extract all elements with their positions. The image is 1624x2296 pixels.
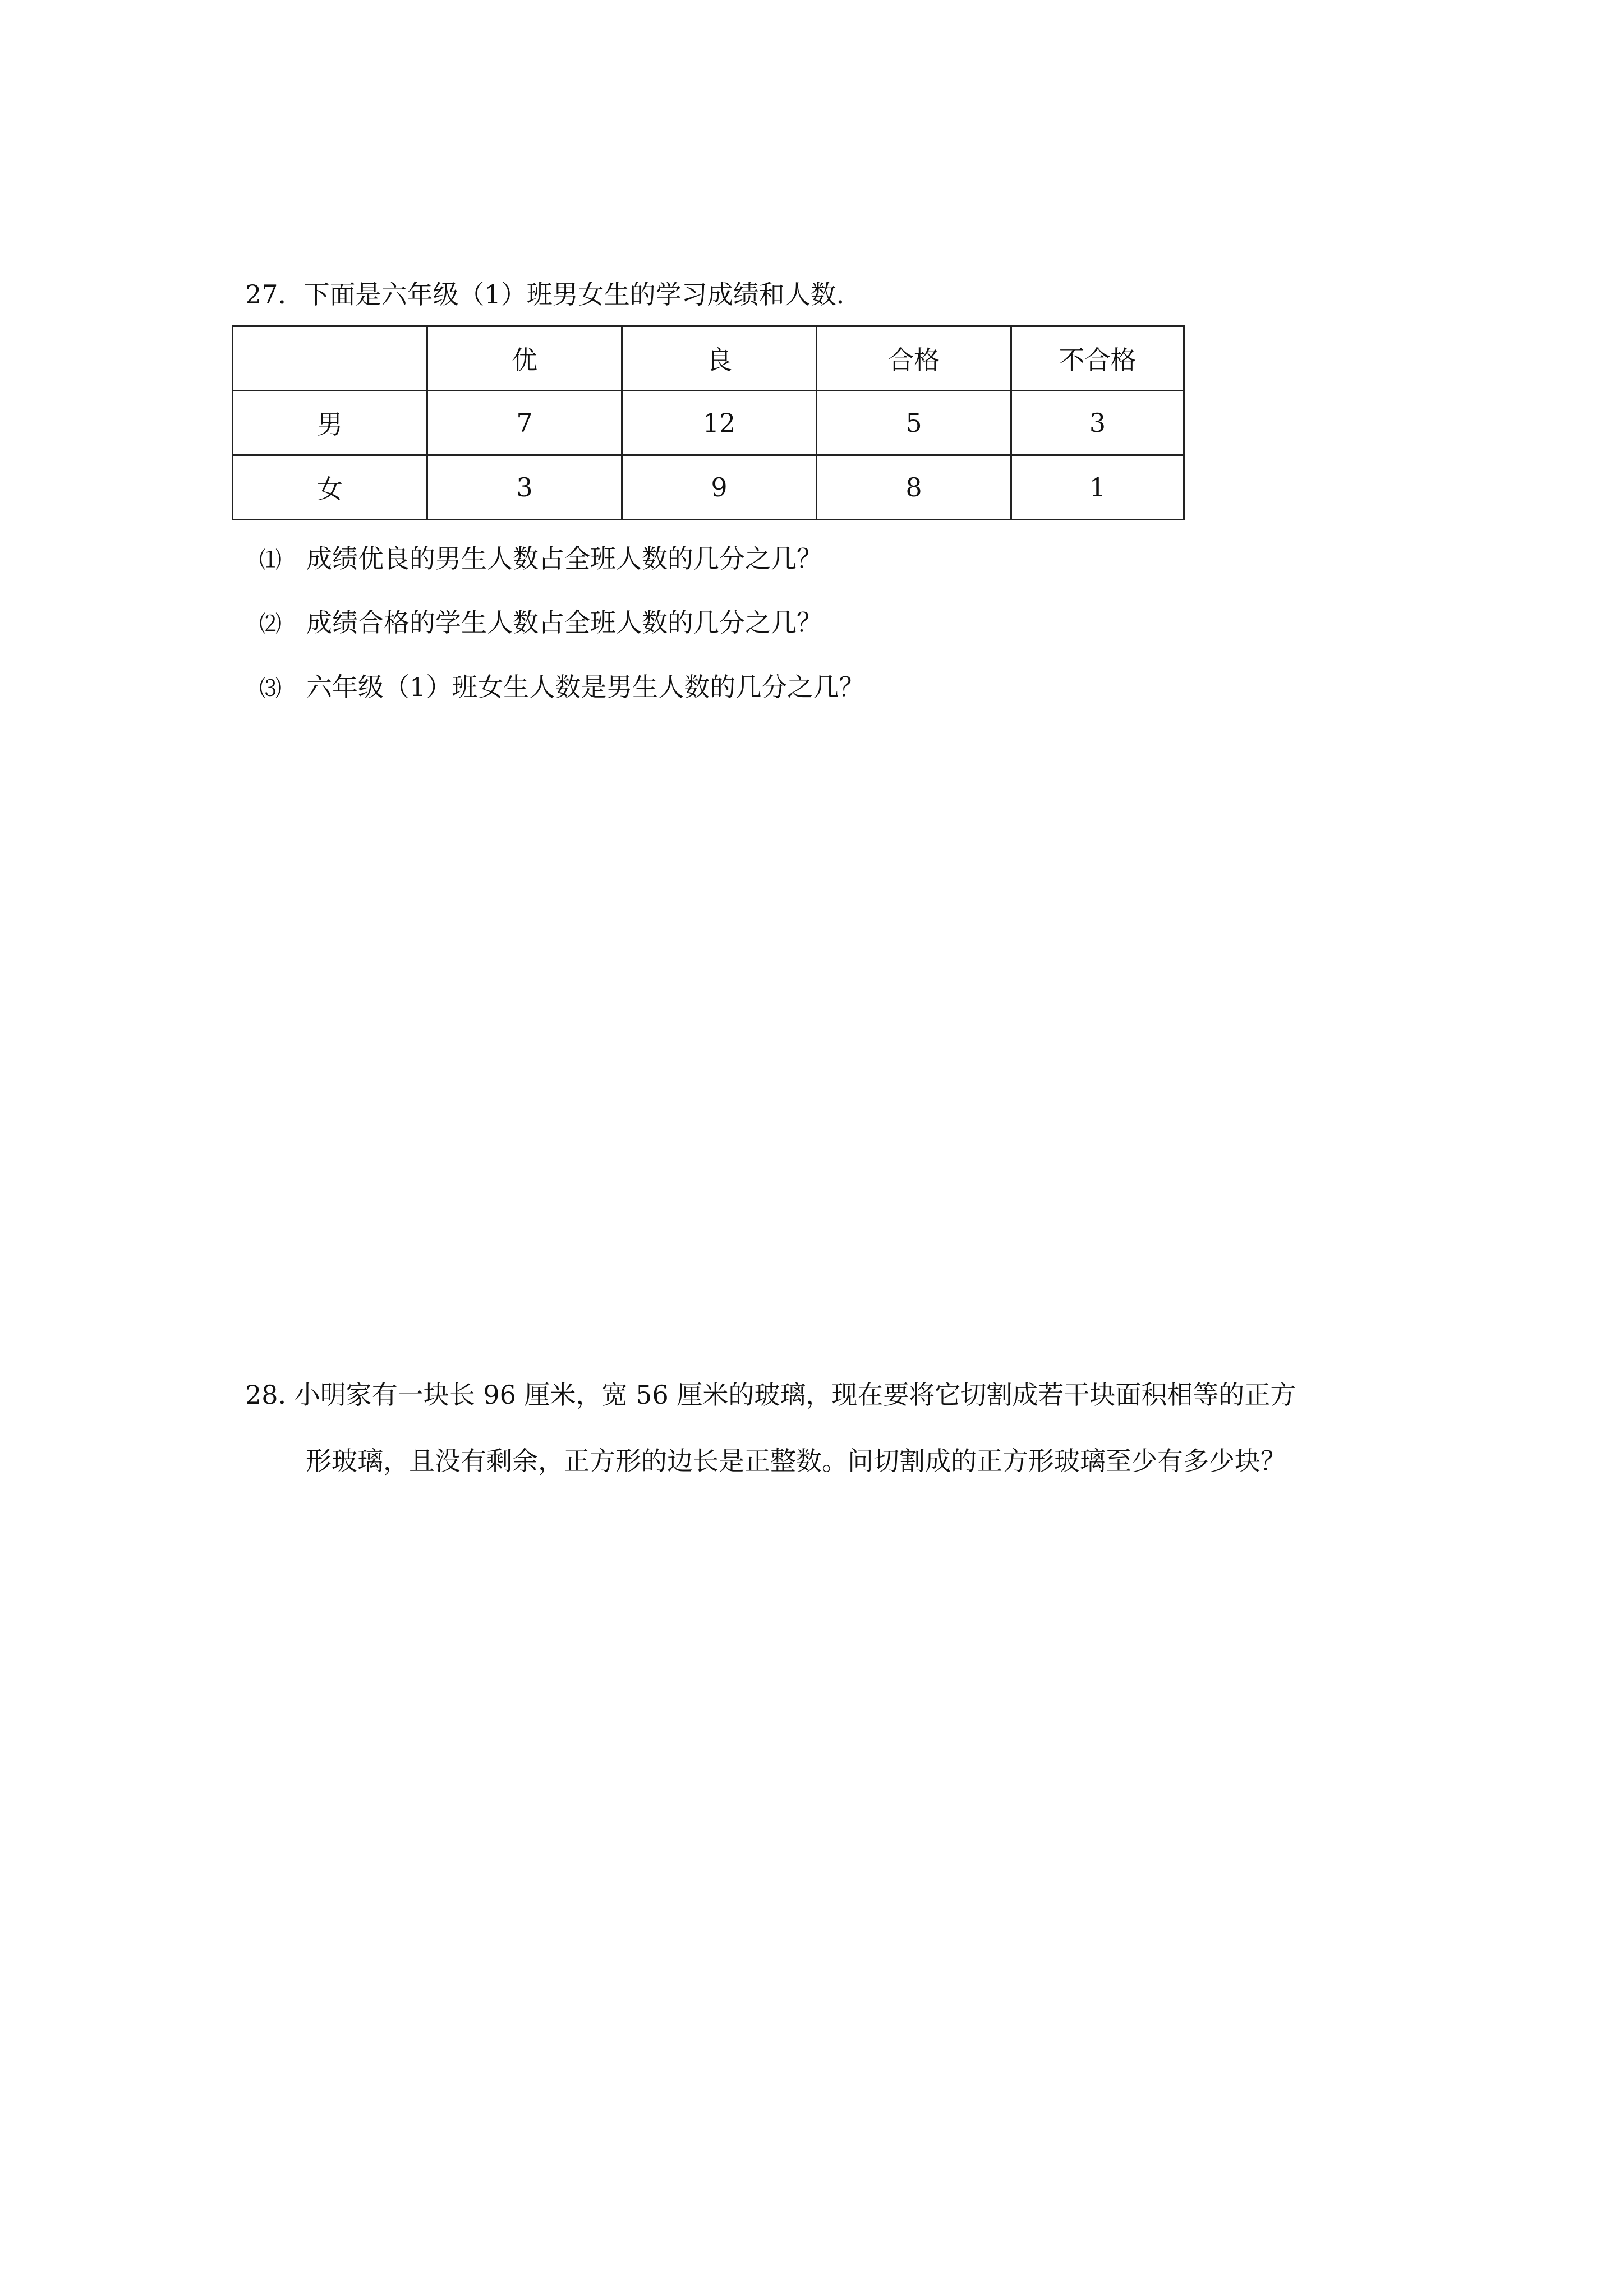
table-cell: 女 bbox=[233, 455, 427, 520]
table-header-cell: 合格 bbox=[817, 326, 1011, 391]
sub-question-1 bbox=[259, 542, 822, 577]
sub-question-2 bbox=[259, 606, 822, 641]
table-header-cell: 优 bbox=[427, 326, 622, 391]
table-row bbox=[233, 391, 1184, 455]
score-table bbox=[232, 325, 1185, 520]
table-cell: 1 bbox=[1011, 455, 1184, 520]
sub-question-number: ⑵ bbox=[259, 611, 282, 637]
sub-question-text: 成绩优良的男生人数占全班人数的几分之几？ bbox=[306, 543, 822, 574]
table-header-cell bbox=[233, 326, 427, 391]
question-28-line-1: 28. 小明家有一块长 96 厘米，宽 56 厘米的玻璃，现在要将它切割成若干块面积相等的正方 bbox=[245, 1380, 1296, 1410]
table-cell: 7 bbox=[427, 391, 622, 455]
question-28-line-2: 形玻璃，且没有剩余，正方形的边长是正整数。问切割成的正方形玻璃至少有多少块？ bbox=[306, 1446, 1286, 1476]
table-row bbox=[233, 455, 1184, 520]
table-cell: 3 bbox=[1011, 391, 1184, 455]
table-cell: 8 bbox=[817, 455, 1011, 520]
table-cell: 5 bbox=[817, 391, 1011, 455]
sub-question-number: ⑴ bbox=[259, 547, 282, 573]
sub-question-number: ⑶ bbox=[259, 676, 282, 702]
table-header-cell: 不合格 bbox=[1011, 326, 1184, 391]
sub-question-text: 六年级（1）班女生人数是男生人数的几分之几？ bbox=[306, 672, 865, 702]
table-header-row bbox=[233, 326, 1184, 391]
table-cell: 3 bbox=[427, 455, 622, 520]
question-27-title: 27．下面是六年级（1）班男女生的学习成绩和人数． bbox=[245, 279, 862, 310]
sub-question-text: 成绩合格的学生人数占全班人数的几分之几？ bbox=[306, 607, 822, 638]
table-cell: 9 bbox=[622, 455, 817, 520]
sub-question-3 bbox=[259, 670, 864, 706]
table-cell: 男 bbox=[233, 391, 427, 455]
table-cell: 12 bbox=[622, 391, 817, 455]
table-header-cell: 良 bbox=[622, 326, 817, 391]
